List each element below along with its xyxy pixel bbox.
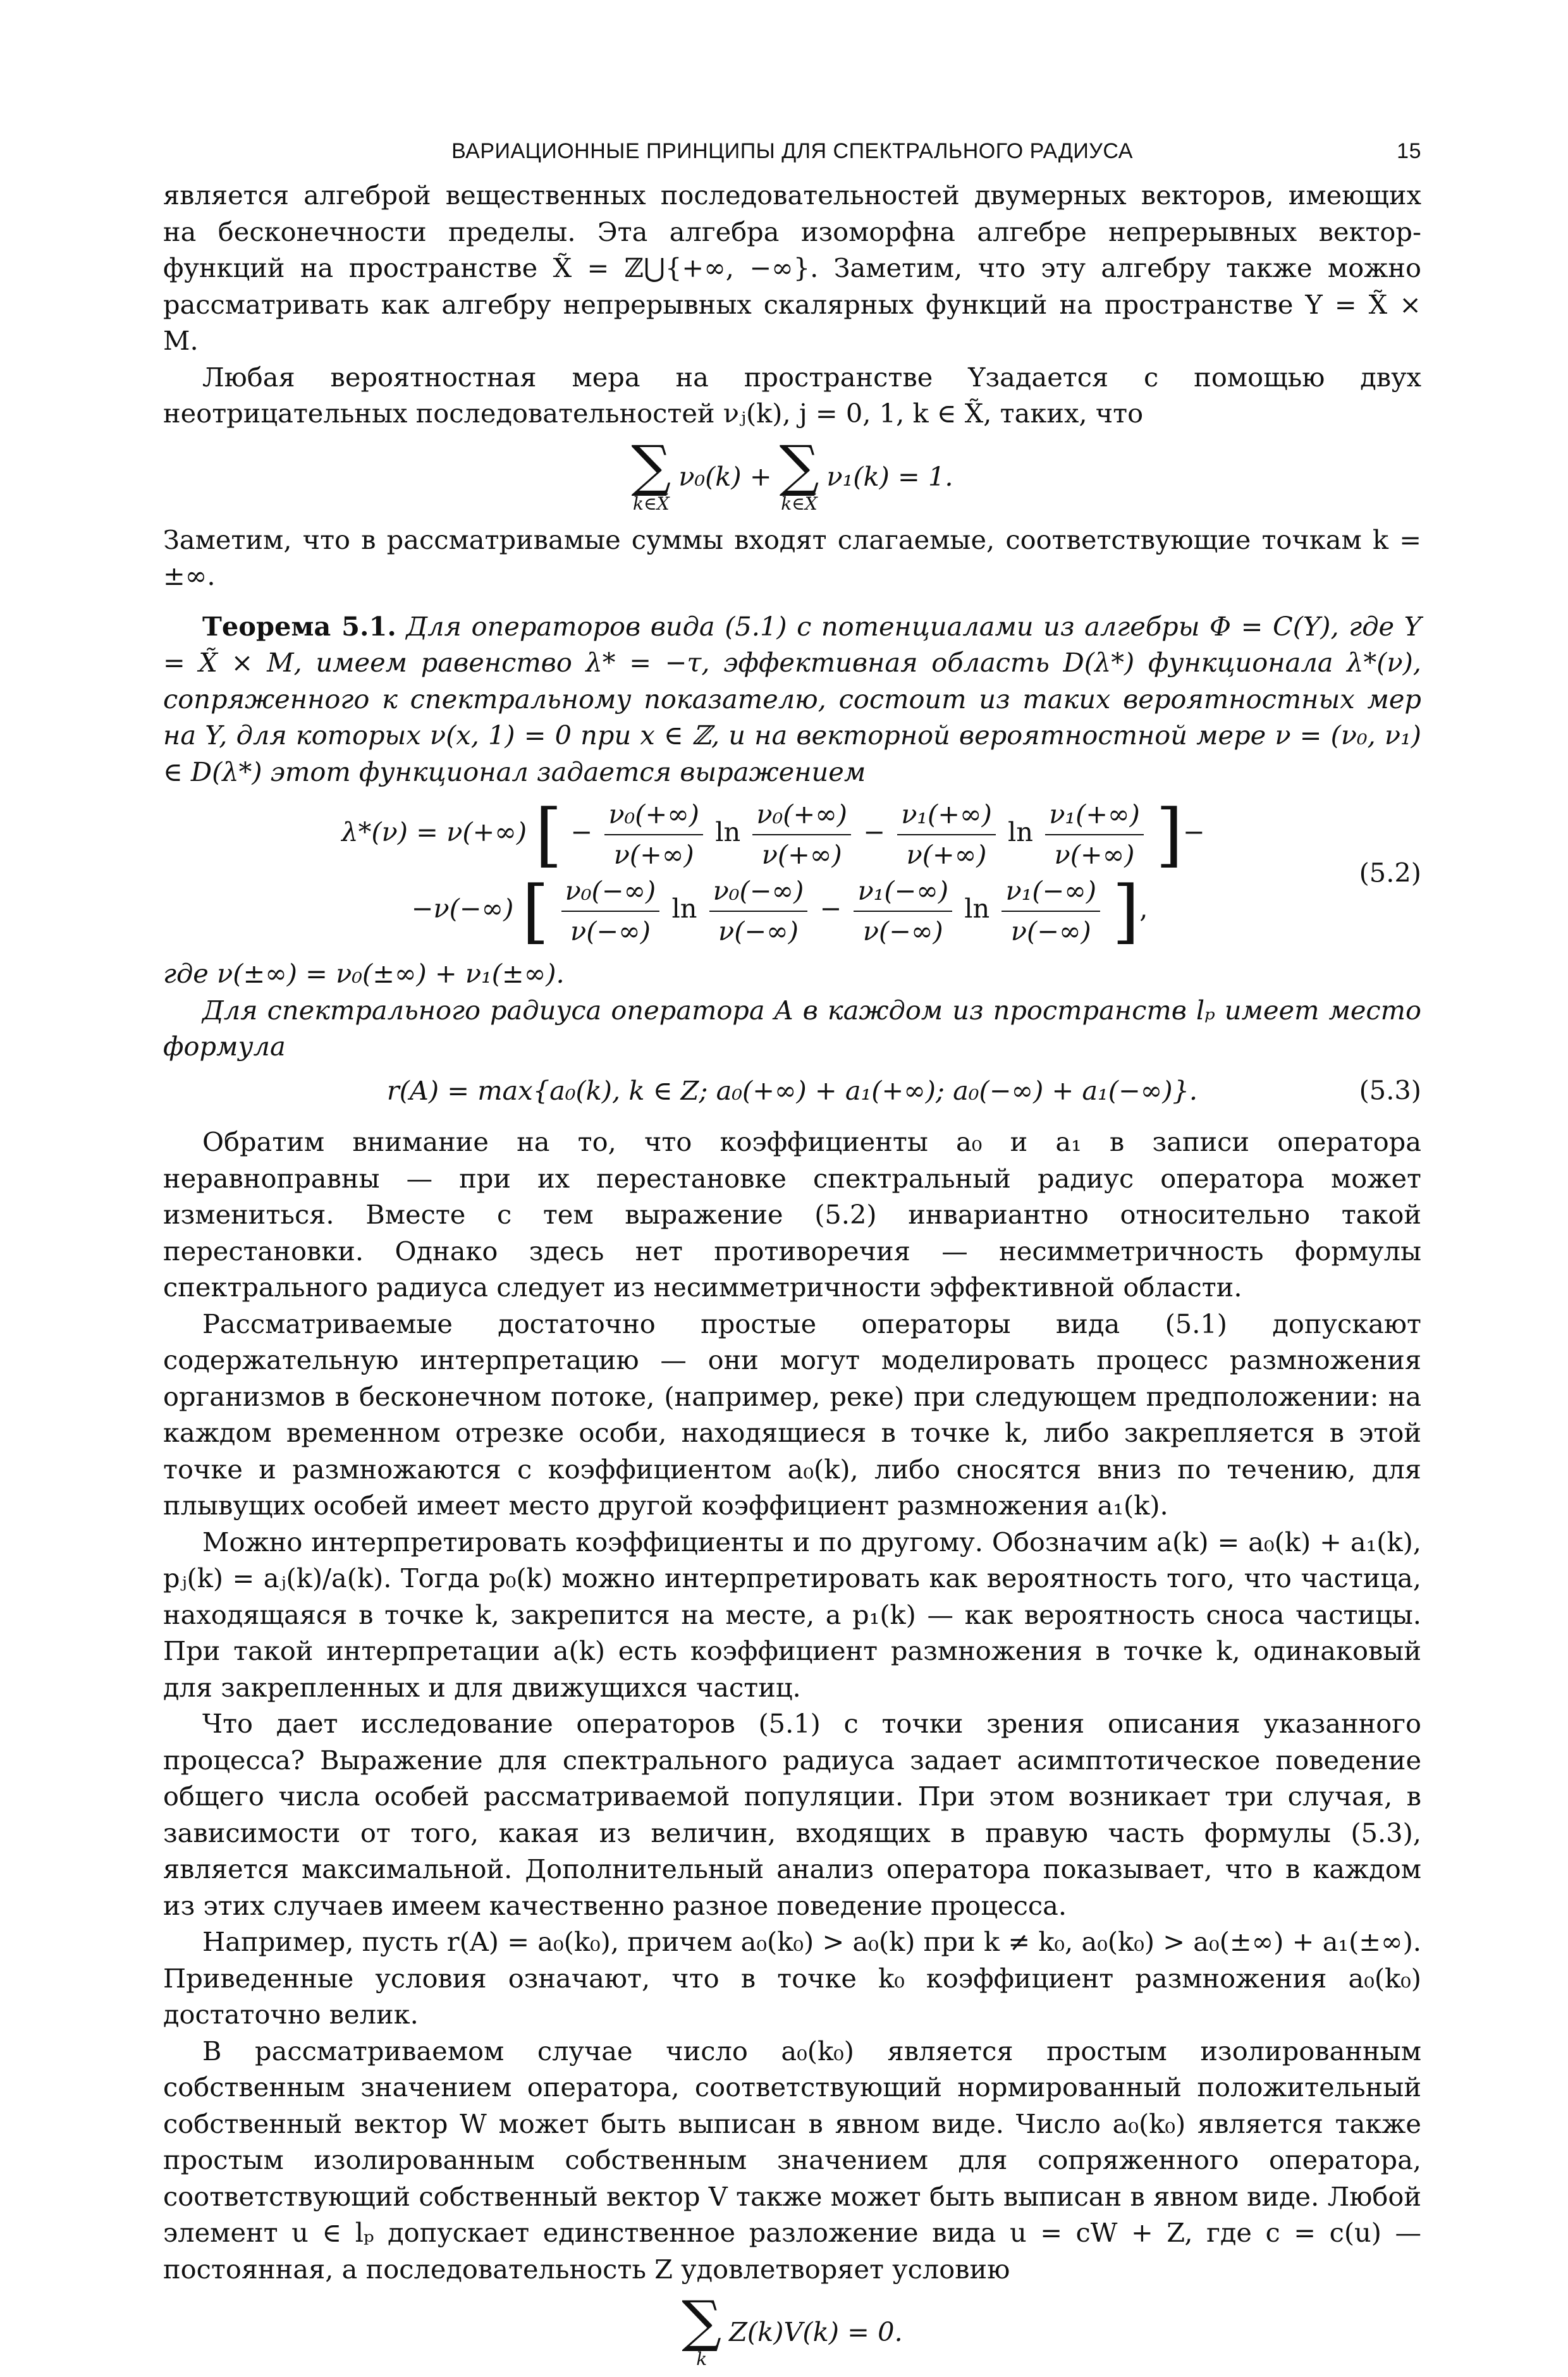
header-title: ВАРИАЦИОННЫЕ ПРИНЦИПЫ ДЛЯ СПЕКТРАЛЬНОГО РАДИУСА: [451, 139, 1133, 163]
running-header: [163, 139, 1421, 177]
formula-text: r(A) = max{a₀(k), k ∈ Z; a₀(+∞) + a₁(+∞); a₀(−∞) + a₁(−∞)}.: [386, 1074, 1198, 1106]
paragraph: является алгеброй вещественных последовательностей двумерных векторов, имеющих на бесконечности пределы. Эта алгебра изоморфна алгебре непрерывных вектор-функций на пространстве X̃ = ℤ⋃{+∞, −∞}. Заметим, что эту алгебру также можно рассматривать как алгебру непрерывных скалярных функций на пространстве Y = X̃ × M.: [163, 180, 1421, 356]
eq-line-1: λ*(ν) = ν(+∞) [ − $\frac{\text{ν₀(+∞)}}{\nu(+\infty)}$ ln $\frac{\text{ν₀(+∞)}}{\nu(+\infty)}$ − $\frac{\text{ν₁(+∞)}}{\nu(+\infty)}$ ln $\frac{\text{ν₁(+∞)}}{\nu(+\infty)}$ ]−: [341, 794, 1205, 875]
paragraph: Что дает исследование операторов (5.1) с точки зрения описания указанного процесса? Выражение для спектрального радиуса задает асимптотическое поведение общего числа особей рассматриваемой популяции. При этом возникает три случая, в зависимости от того, какая из величин, входящих в правую часть формулы (5.3), является максимальной. Дополнительный анализ оператора показывает, что в каждом из этих случаев имеем качественно разное поведение процесса.: [163, 1708, 1421, 1921]
formula-term: ν₀(k) +: [678, 460, 772, 492]
page-number: 15: [1397, 139, 1421, 163]
sum-symbol: ∑ k∈X̃: [779, 433, 819, 514]
paragraph: где ν(±∞) = ν₀(±∞) + ν₁(±∞).: [163, 958, 565, 989]
paragraph: Заметим, что в рассматривамые суммы входят слагаемые, соответствующие точкам k = ±∞.: [163, 524, 1421, 591]
eq-line-2: −ν(−∞) [ $\frac{\text{ν₀(−∞)}}{\nu(-\infty)}$ ln $\frac{\text{ν₀(−∞)}}{\nu(-\infty)}$ − $\frac{\text{ν₁(−∞)}}{\nu(-\infty)}$ ln $\frac{\text{ν₁(−∞)}}{\nu(-\infty)}$ ],: [411, 870, 1148, 952]
paragraph: Можно интерпретировать коэффициенты и по другому. Обозначим a(k) = a₀(k) + a₁(k), pⱼ(k) = aⱼ(k)/a(k). Тогда p₀(k) можно интерпретировать как вероятность того, что частица, находящаяся в точке k, закрепится на месте, а p₁(k) — как вероятность сноса частицы. При такой интерпретации a(k) есть коэффициент размножения в точке k, одинаковый для закрепленных и для движущихся частиц.: [163, 1526, 1421, 1703]
equation-number: (5.2): [1359, 857, 1421, 888]
theorem: [163, 608, 1421, 790]
sum-symbol: ∑ k∈X̃: [631, 433, 671, 514]
sum-equation-2: [163, 2288, 1421, 2369]
theorem-text: Для операторов вида (5.1) с потенциалами из алгебры Φ = C(Y), где Y = X̃ × M, имеем равенство λ* = −τ, эффективная область D(λ*) функционала λ*(ν), сопряженного к спектральному показателю, состоит из таких вероятностных мер на Y, для которых ν(x, 1) = 0 при x ∈ ℤ, и на векторной вероятностной мере ν = (ν₀, ν₁) ∈ D(λ*) этот функционал задается выражением: [163, 610, 1422, 787]
body-text: [163, 177, 1421, 2368]
formula-term: Z(k)V(k) = 0.: [729, 2316, 903, 2348]
paragraph: В рассматриваемом случае число a₀(k₀) является простым изолированным собственным значением оператора, соответствующий нормированный положительный собственный вектор W может быть выписан в явном виде. Число a₀(k₀) является также простым изолированным собственным значением для сопряженного оператора, соответствующий собственный вектор V также может быть выписан в явном виде. Любой элемент u ∈ lₚ допускает единственное разложение вида u = cW + Z, где c = c(u) — постоянная, а последовательность Z удовлетворяет условию: [163, 2035, 1421, 2285]
paragraph: Рассматриваемые достаточно простые операторы вида (5.1) допускают содержательную интерпретацию — они могут моделировать процесс размножения организмов в бесконечном потоке, (например, реке) при следующем предположении: на каждом временном отрезке особи, находящиеся в точке k, либо закрепляется в этой точке и размножаются с коэффициентом a₀(k), либо сносятся вниз по течению, для плывущих особей имеет место другой коэффициент размножения a₁(k).: [163, 1308, 1421, 1521]
paragraph: Для спектрального радиуса оператора A в каждом из пространств lₚ имеет место формула: [163, 994, 1421, 1062]
paragraph: Обратим внимание на то, что коэффициенты a₀ и a₁ в записи оператора неравноправны — при их перестановке спектральный радиус оператора может измениться. Вместе с тем выражение (5.2) инвариантно относительно такой перестановки. Однако здесь нет противоречия — несимметричность формулы спектрального радиуса следует из несимметричности эффективной области.: [163, 1126, 1421, 1303]
equation-5-2: [163, 794, 1421, 952]
sum-symbol: ∑ k: [682, 2288, 722, 2369]
theorem-label: Теорема 5.1.: [202, 610, 396, 642]
page: [163, 139, 1421, 2377]
paragraph: Например, пусть r(A) = a₀(k₀), причем a₀(k₀) > a₀(k) при k ≠ k₀, a₀(k₀) > a₀(±∞) + a₁(±∞). Приведенные условия означают, что в точке k₀ коэффициент размножения a₀(k₀) достаточно велик.: [163, 1926, 1421, 2030]
equation-number: (5.3): [1359, 1074, 1421, 1106]
equation-5-3: [163, 1072, 1421, 1109]
paragraph: Любая вероятностная мера на пространстве Yзадается с помощью двух неотрицательных последовательностей νⱼ(k), j = 0, 1, k ∈ X̃, таких, что: [163, 361, 1421, 429]
sum-equation: [163, 433, 1421, 514]
formula-term: ν₁(k) = 1.: [826, 460, 953, 492]
